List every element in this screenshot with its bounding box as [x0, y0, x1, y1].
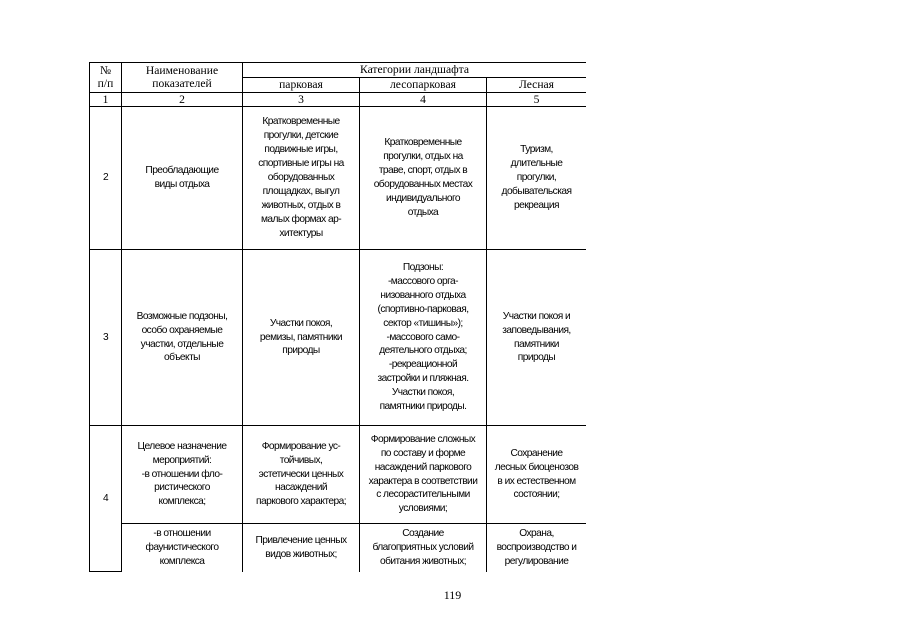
table-container: [89, 62, 586, 584]
forest-park-cell: Кратковременные прогулки, отдых на траве, спорт, отдых в оборудованных местах индивидуального отдыха: [360, 107, 487, 250]
forest-cell: Туризм, длительные прогулки, добывательская рекреация: [487, 107, 587, 250]
table-row: [90, 250, 587, 426]
header-landscape-categories: Категории ландшафта: [243, 63, 587, 78]
indicator-name: Возможные подзоны, особо охраняемые участки, отдельные объекты: [122, 250, 243, 426]
column-number-3: 3: [243, 93, 360, 107]
park-cell: Формирование ус- тойчивых, эстетически ценных насаждений паркового характера;: [243, 426, 360, 524]
forest-cell: Сохранение лесных биоценозов в их естественном состоянии;: [487, 426, 587, 524]
landscape-categories-table: [89, 62, 586, 572]
table-row: [90, 426, 587, 524]
park-cell: Участки покоя, ремизы, памятники природы: [243, 250, 360, 426]
column-number-5: 5: [487, 93, 587, 107]
forest-park-cell: Подзоны: -массового орга- низованного отдыха (спортивно-парковая, сектор «тишины»); -массового само- деятельного отдыха; -рекреационной застройки и пляжная. Участки покоя, памятники природы.: [360, 250, 487, 426]
table-row: [90, 107, 587, 250]
forest-park-cell: Формирование сложных по составу и форме насаждений паркового характера в соответствии с лесорастительными условиями;: [360, 426, 487, 524]
row-number: 4: [90, 426, 122, 572]
column-number-4: 4: [360, 93, 487, 107]
forest-cell: Охрана, воспроизводство и регулирование: [487, 524, 587, 572]
row-number: 2: [90, 107, 122, 250]
header-category-forest: Лесная: [487, 78, 587, 93]
header-category-park: парковая: [243, 78, 360, 93]
header-number: № п/п: [90, 63, 122, 93]
table-row: [90, 524, 587, 572]
park-cell: Привлечение ценных видов животных;: [243, 524, 360, 572]
indicator-name: Целевое назначение мероприятий: -в отношении фло- ристического комплекса;: [122, 426, 243, 524]
forest-cell: Участки покоя и заповедывания, памятники природы: [487, 250, 587, 426]
indicator-name: -в отношении фаунистического комплекса: [122, 524, 243, 572]
row-number: 3: [90, 250, 122, 426]
header-indicator-name: Наименование показателей: [122, 63, 243, 93]
column-number-1: 1: [90, 93, 122, 107]
page-number: 119: [443, 588, 462, 602]
indicator-name: Преобладающие виды отдыха: [122, 107, 243, 250]
forest-park-cell: Создание благоприятных условий обитания животных;: [360, 524, 487, 572]
header-category-forest-park: лесопарковая: [360, 78, 487, 93]
column-number-2: 2: [122, 93, 243, 107]
park-cell: Кратковременные прогулки, детские подвижные игры, спортивные игры на оборудованных площадках, выгул животных, отдых в малых формах ар- хитектуры: [243, 107, 360, 250]
